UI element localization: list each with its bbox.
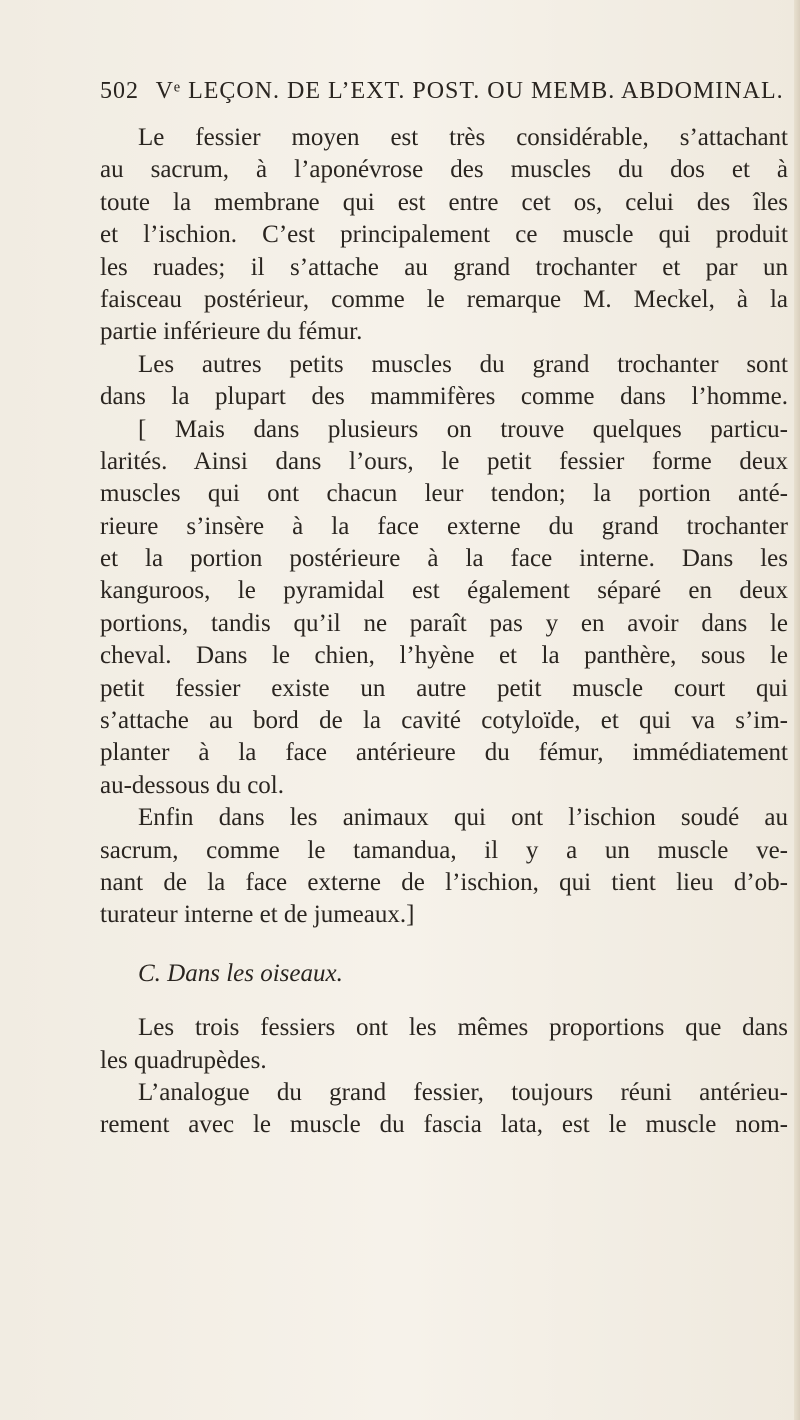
text-line: petit fessier existe un autre petit muscle court qui — [100, 674, 788, 702]
text-line: rieure s’insère à la face externe du grand trochanter — [100, 512, 788, 540]
text-line: et la portion postérieure à la face interne. Dans les — [100, 545, 788, 573]
text-line: larités. Ainsi dans l’ours, le petit fessier forme deux — [100, 447, 788, 475]
text-line: s’attache au bord de la cavité cotyloïde, et qui va s’im- — [100, 707, 788, 735]
text-line: toute la membrane qui est entre cet os, celui des îles — [100, 188, 788, 216]
text-line: kanguroos, le pyramidal est également séparé en deux — [100, 577, 788, 605]
text-line: au-dessous du col. — [100, 771, 284, 799]
text-line: [ Mais dans plusieurs on trouve quelques particu- — [138, 415, 788, 443]
text-line: au sacrum, à l’aponévrose des muscles du dos et à — [100, 156, 788, 184]
running-header — [100, 78, 784, 105]
text-line: portions, tandis qu’il ne paraît pas y en avoir dans le — [100, 609, 788, 637]
text-line: sacrum, comme le tamandua, il y a un muscle ve- — [100, 836, 788, 864]
running-title: Vᵉ LEÇON. DE L’EXT. POST. OU MEMB. ABDOMINAL. — [155, 78, 784, 104]
text-line: L’analogue du grand fessier, toujours réuni antérieu- — [138, 1078, 788, 1106]
text-line: turateur interne et de jumeaux.] — [100, 901, 415, 929]
text-line: les ruades; il s’attache au grand trochanter et par un — [100, 253, 788, 281]
text-line: muscles qui ont chacun leur tendon; la portion anté- — [100, 480, 788, 508]
text-line: faisceau postérieur, comme le remarque M. Meckel, à la — [100, 285, 788, 313]
text-line: partie inférieure du fémur. — [100, 318, 363, 346]
page-edge — [794, 0, 800, 1420]
text-line: Les autres petits muscles du grand trochanter sont — [138, 350, 788, 378]
text-line: rement avec le muscle du fascia lata, est le muscle nom- — [100, 1111, 788, 1139]
text-line: Le fessier moyen est très considérable, s’attachant — [138, 124, 788, 151]
body-text — [100, 122, 788, 1142]
text-line: planter à la face antérieure du fémur, immédiatement — [100, 739, 788, 767]
text-line: les quadrupèdes. — [100, 1046, 267, 1074]
text-line: dans la plupart des mammifères comme dans l’homme. — [100, 383, 788, 411]
text-line: Les trois fessiers ont les mêmes proportions que dans — [138, 1014, 788, 1042]
text-line: et l’ischion. C’est principalement ce muscle qui produit — [100, 221, 788, 249]
text-line: nant de la face externe de l’ischion, qui tient lieu d’ob- — [100, 868, 788, 896]
section-heading: C. Dans les oiseaux. — [138, 959, 343, 987]
page-number: 502 — [100, 78, 139, 104]
text-line: cheval. Dans le chien, l’hyène et la panthère, sous le — [100, 642, 788, 670]
text-line: Enfin dans les animaux qui ont l’ischion soudé au — [138, 804, 788, 832]
